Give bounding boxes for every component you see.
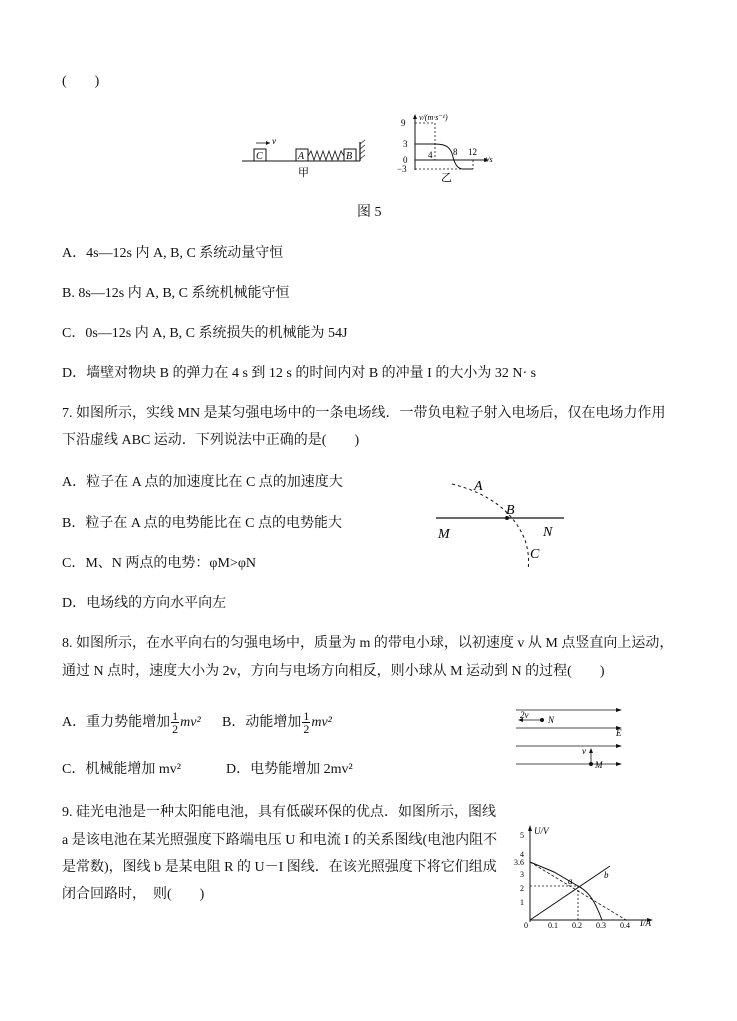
curve-a-label: a	[568, 876, 573, 886]
q7-option-b: B．粒子在 A 点的电势能比在 C 点的电势能大	[62, 516, 343, 531]
x-tick: 0.3	[596, 921, 606, 930]
q8-option-c: C．机械能增加 mv²	[62, 762, 181, 777]
x-tick: 0.1	[548, 921, 558, 930]
figure-yi-caption: 乙	[441, 172, 452, 184]
x-tick: 12	[468, 147, 477, 157]
x-axis-label: I/A	[640, 918, 651, 928]
y-tick: 3	[520, 870, 524, 879]
point-n-label: N	[548, 715, 555, 725]
q8-stem: 8. 如图所示，在水平向右的匀强电场中，质量为 m 的带电小球，以初速度 v 从 M 点竖直向上运动，	[62, 636, 674, 651]
q9-stem: 9. 硅光电池是一种太阳能电池，具有低碳环保的优点．如图所示，图线	[62, 805, 496, 820]
q7-option-a: A．粒子在 A 点的加速度比在 C 点的加速度大	[62, 475, 343, 490]
q7-option-c: C．M、N 两点的电势：φM>φN	[62, 556, 257, 571]
y-tick: 3	[403, 139, 408, 149]
q9-stem: 闭合回路时， 则( )	[62, 887, 205, 902]
point-n-label: N	[543, 525, 553, 540]
u-i-graph	[510, 820, 660, 930]
question-bracket: ( )	[62, 74, 100, 89]
q7-stem: 下沿虚线 ABC 运动．下列说法中正确的是( )	[62, 433, 360, 448]
fraction-one-half: $\frac{1}{2}$	[303, 709, 310, 737]
block-b-label: B	[346, 151, 353, 162]
block-c-label: C	[256, 151, 263, 162]
y-tick: 5	[520, 831, 524, 840]
q9-stem: a 是该电池在某光照强度下路端电压 U 和电流 I 的关系图线(电池内阻不	[62, 833, 498, 848]
electric-field-line-figure	[430, 470, 570, 575]
point-m-label: M	[595, 760, 603, 770]
velocity-2v-label: 2v	[520, 710, 529, 720]
q6-option-a: A．4s—12s 内 A, B, C 系统动量守恒	[62, 246, 284, 261]
velocity-v-label: v	[582, 746, 586, 756]
y-tick: 2	[520, 884, 524, 893]
block-a-label: A	[298, 151, 305, 162]
y-tick: 1	[520, 898, 524, 907]
q8-option-a-text: A．重力势能增加	[62, 715, 171, 730]
y-axis-label: U/V	[534, 826, 549, 836]
y-tick: 4	[520, 850, 524, 859]
point-m-label: M	[438, 527, 450, 542]
velocity-time-graph	[395, 110, 505, 185]
q6-option-c: C．0s—12s 内 A, B, C 系统损失的机械能为 54J	[62, 326, 348, 341]
x-tick: 0.2	[572, 921, 582, 930]
y-tick: 0	[403, 155, 408, 165]
block-spring-figure	[240, 130, 370, 180]
x-tick: 0.4	[620, 921, 630, 930]
q6-option-d: D．墙壁对物块 B 的弹力在 4 s 到 12 s 的时间内对 B 的冲量 I 的大小为 32 N· s	[62, 366, 537, 381]
point-c-label: C	[530, 547, 540, 562]
q8-option-b: B．动能增加 $\frac{1}{2}$ mv²	[222, 709, 332, 737]
y-tick: 3.6	[514, 858, 524, 867]
y-tick: 9	[401, 118, 406, 128]
fraction-one-half: $\frac{1}{2}$	[172, 709, 179, 737]
figure-caption: 图 5	[357, 205, 382, 220]
x-axis-label: t/s	[485, 155, 493, 164]
y-axis-label: v/(m·s⁻¹)	[419, 113, 448, 122]
q6-option-b: B. 8s—12s 内 A, B, C 系统机械能守恒	[62, 286, 290, 301]
y-tick: −3	[397, 164, 407, 174]
q7-stem: 7. 如图所示，实线 MN 是某匀强电场中的一条电场线．一带负电粒子射入电场后，仅在电场力作用	[62, 406, 666, 421]
q9-stem: 是常数)，图线 b 是某电阻 R 的 U－I 图线．在该光照强度下将它们组成	[62, 860, 497, 875]
q8-stem: 通过 N 点时，速度大小为 2v，方向与电场方向相反，则小球从 M 运动到 N 的过程( )	[62, 664, 605, 679]
point-b-label: B	[506, 503, 515, 518]
x-tick: 4	[428, 150, 433, 160]
q8-option-b-text: B．动能增加	[222, 715, 302, 730]
line-b-label: b	[604, 870, 609, 880]
q8-option-a: A．重力势能增加 $\frac{1}{2}$ mv²	[62, 709, 201, 737]
figure-jia-caption: 甲	[298, 167, 309, 179]
field-e-label: E	[616, 728, 622, 738]
x-tick: 8	[453, 147, 458, 157]
velocity-label: v	[272, 136, 276, 146]
point-a-label: A	[474, 479, 483, 494]
q8-option-d: D．电势能增加 2mv²	[226, 762, 353, 777]
x-tick: 0	[524, 921, 528, 930]
uniform-field-figure	[512, 706, 630, 778]
q7-option-d: D．电场线的方向水平向左	[62, 596, 227, 611]
